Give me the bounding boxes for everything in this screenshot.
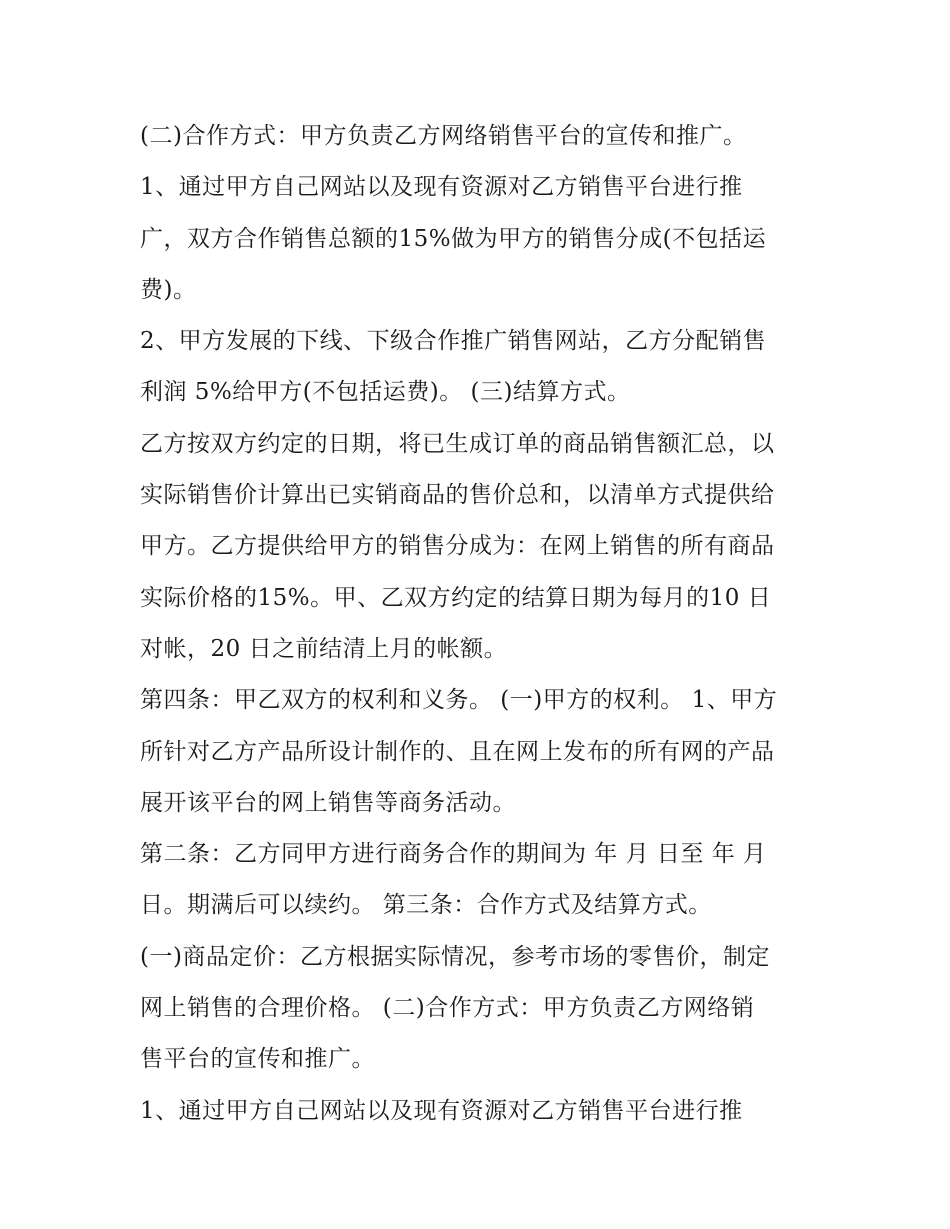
text-line: 日。期满后可以续约。 第三条：合作方式及结算方式。 [140, 892, 712, 919]
text-line: 1、通过甲方自己网站以及现有资源对乙方销售平台进行推 [140, 1097, 743, 1124]
text-line: 第四条：甲乙双方的权利和义务。 (一)甲方的权利。 1、甲方 [140, 687, 778, 714]
text-line: 展开该平台的网上销售等商务活动。 [140, 789, 516, 816]
text-line: 网上销售的合理价格。 (二)合作方式：甲方负责乙方网络销 [140, 995, 755, 1022]
text-line: 乙方按双方约定的日期，将已生成订单的商品销售额汇总，以 [140, 430, 775, 457]
text-line: 实际价格的15%。甲、乙双方约定的结算日期为每月的10 日 [140, 584, 772, 611]
document-body [140, 111, 820, 1137]
text-line: 第二条：乙方同甲方进行商务合作的期间为 年 月 日至 年 月 [140, 841, 767, 868]
text-line: 利润 5%给甲方(不包括运费)。 (三)结算方式。 [140, 379, 631, 406]
text-line: 甲方。乙方提供给甲方的销售分成为：在网上销售的所有商品 [140, 533, 775, 560]
text-line: 实际销售价计算出已实销商品的售价总和，以清单方式提供给 [140, 482, 775, 509]
text-line: 2、甲方发展的下线、下级合作推广销售网站，乙方分配销售 [140, 328, 767, 355]
text-line: 费)。 [140, 276, 197, 303]
text-line: 1、通过甲方自己网站以及现有资源对乙方销售平台进行推 [140, 174, 743, 201]
text-line: (一)商品定价：乙方根据实际情况，参考市场的零售价，制定 [140, 943, 770, 970]
text-line: 对帐，20 日之前结清上月的帐额。 [140, 635, 508, 662]
text-line: 所针对乙方产品所设计制作的、且在网上发布的所有网的产品 [140, 738, 775, 765]
text-line: 售平台的宣传和推广。 [140, 1046, 375, 1073]
text-line: 广，双方合作销售总额的15%做为甲方的销售分成(不包括运 [140, 225, 767, 252]
text-line: (二)合作方式：甲方负责乙方网络销售平台的宣传和推广。 [140, 123, 747, 149]
